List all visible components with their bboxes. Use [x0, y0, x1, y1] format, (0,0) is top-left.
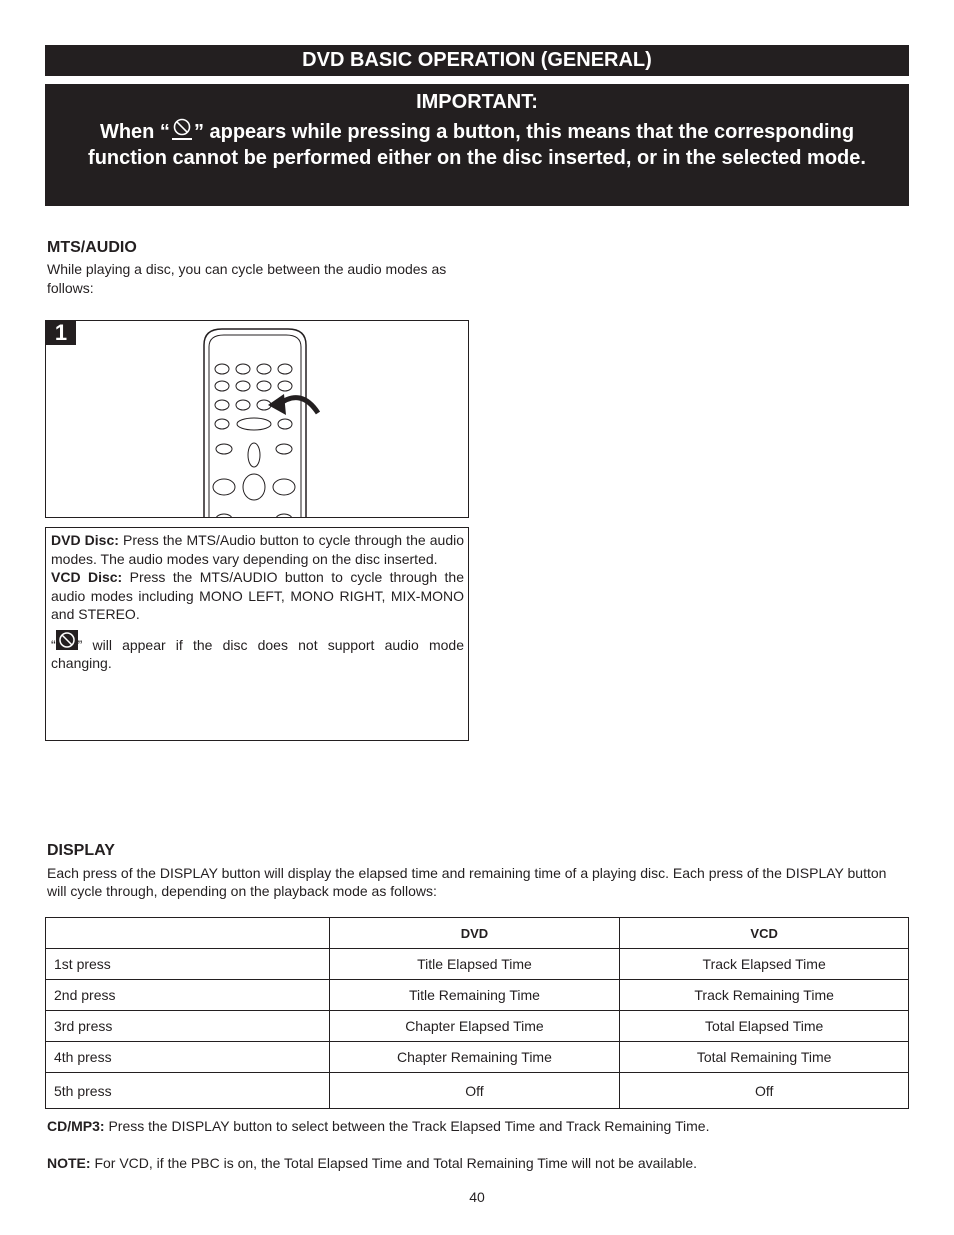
- section-header: [45, 45, 909, 76]
- display-table: [45, 917, 909, 1109]
- display-title: DISPLAY: [47, 842, 115, 859]
- vcd-disc-paragraph: VCD Disc: Press the MTS/AUDIO button to cycle through the audio modes including MONO LEFT, MONO RIGHT, MIX-MONO and STEREO.: [51, 569, 464, 622]
- table-cell: Total Elapsed Time: [620, 1011, 909, 1042]
- table-row: [46, 949, 909, 980]
- table-cell: Chapter Elapsed Time: [329, 1011, 620, 1042]
- table-row: [46, 1073, 909, 1109]
- prohibited-icon: [56, 630, 78, 650]
- table-row: [46, 1042, 909, 1073]
- important-notice: [45, 84, 909, 206]
- table-row: [46, 1011, 909, 1042]
- prohibited-icon: [172, 118, 192, 140]
- table-cell: Title Remaining Time: [329, 980, 620, 1011]
- important-text: When “ ” appears while pressing a button, this means that the corresponding function cannot be performed either on the disc inserted, or in the selected mode.: [65, 118, 889, 171]
- table-header: VCD: [620, 918, 909, 949]
- table-header-row: [46, 918, 909, 949]
- table-cell: Chapter Remaining Time: [329, 1042, 620, 1073]
- table-cell: Total Remaining Time: [620, 1042, 909, 1073]
- remote-control-icon: [46, 321, 469, 518]
- dvd-disc-paragraph: DVD Disc: Press the MTS/Audio button to cycle through the audio modes. The audio modes vary depending on the disc inserted.: [51, 532, 465, 567]
- display-intro: Each press of the DISPLAY button will display the elapsed time and remaining time of a playing disc. Each press of the DISPLAY button will cycle through, depending on the playback mode as follows:: [47, 865, 887, 899]
- table-header: DVD: [329, 918, 620, 949]
- table-row: [46, 980, 909, 1011]
- table-cell: Track Remaining Time: [620, 980, 909, 1011]
- table-cell: 3rd press: [46, 1011, 330, 1042]
- table-cell: 4th press: [46, 1042, 330, 1073]
- cd-mp3-note: CD/MP3: Press the DISPLAY button to select between the Track Elapsed Time and Track Remaining Time.: [47, 1118, 710, 1134]
- table-cell: 5th press: [46, 1073, 330, 1109]
- table-cell: Title Elapsed Time: [329, 949, 620, 980]
- table-cell: 1st press: [46, 949, 330, 980]
- mts-audio-title: MTS/AUDIO: [47, 239, 137, 256]
- table-cell: Off: [620, 1073, 909, 1109]
- page-number: 40: [469, 1189, 485, 1205]
- audio-description: [45, 527, 469, 741]
- not-supported-note: “ ” will appear if the disc does not support audio mode changing.: [51, 630, 464, 673]
- section-title: DVD BASIC OPERATION (GENERAL): [302, 49, 652, 71]
- table-header: [46, 918, 330, 949]
- step-number: 1: [46, 321, 76, 345]
- table-cell: 2nd press: [46, 980, 330, 1011]
- table-cell: Track Elapsed Time: [620, 949, 909, 980]
- important-heading: IMPORTANT:: [416, 91, 538, 113]
- vcd-pbc-note: NOTE: For VCD, if the PBC is on, the Total Elapsed Time and Total Remaining Time will not be available.: [47, 1155, 698, 1171]
- remote-illustration: [45, 320, 469, 518]
- table-cell: Off: [329, 1073, 620, 1109]
- mts-audio-intro: While playing a disc, you can cycle between the audio modes as follows:: [47, 261, 447, 296]
